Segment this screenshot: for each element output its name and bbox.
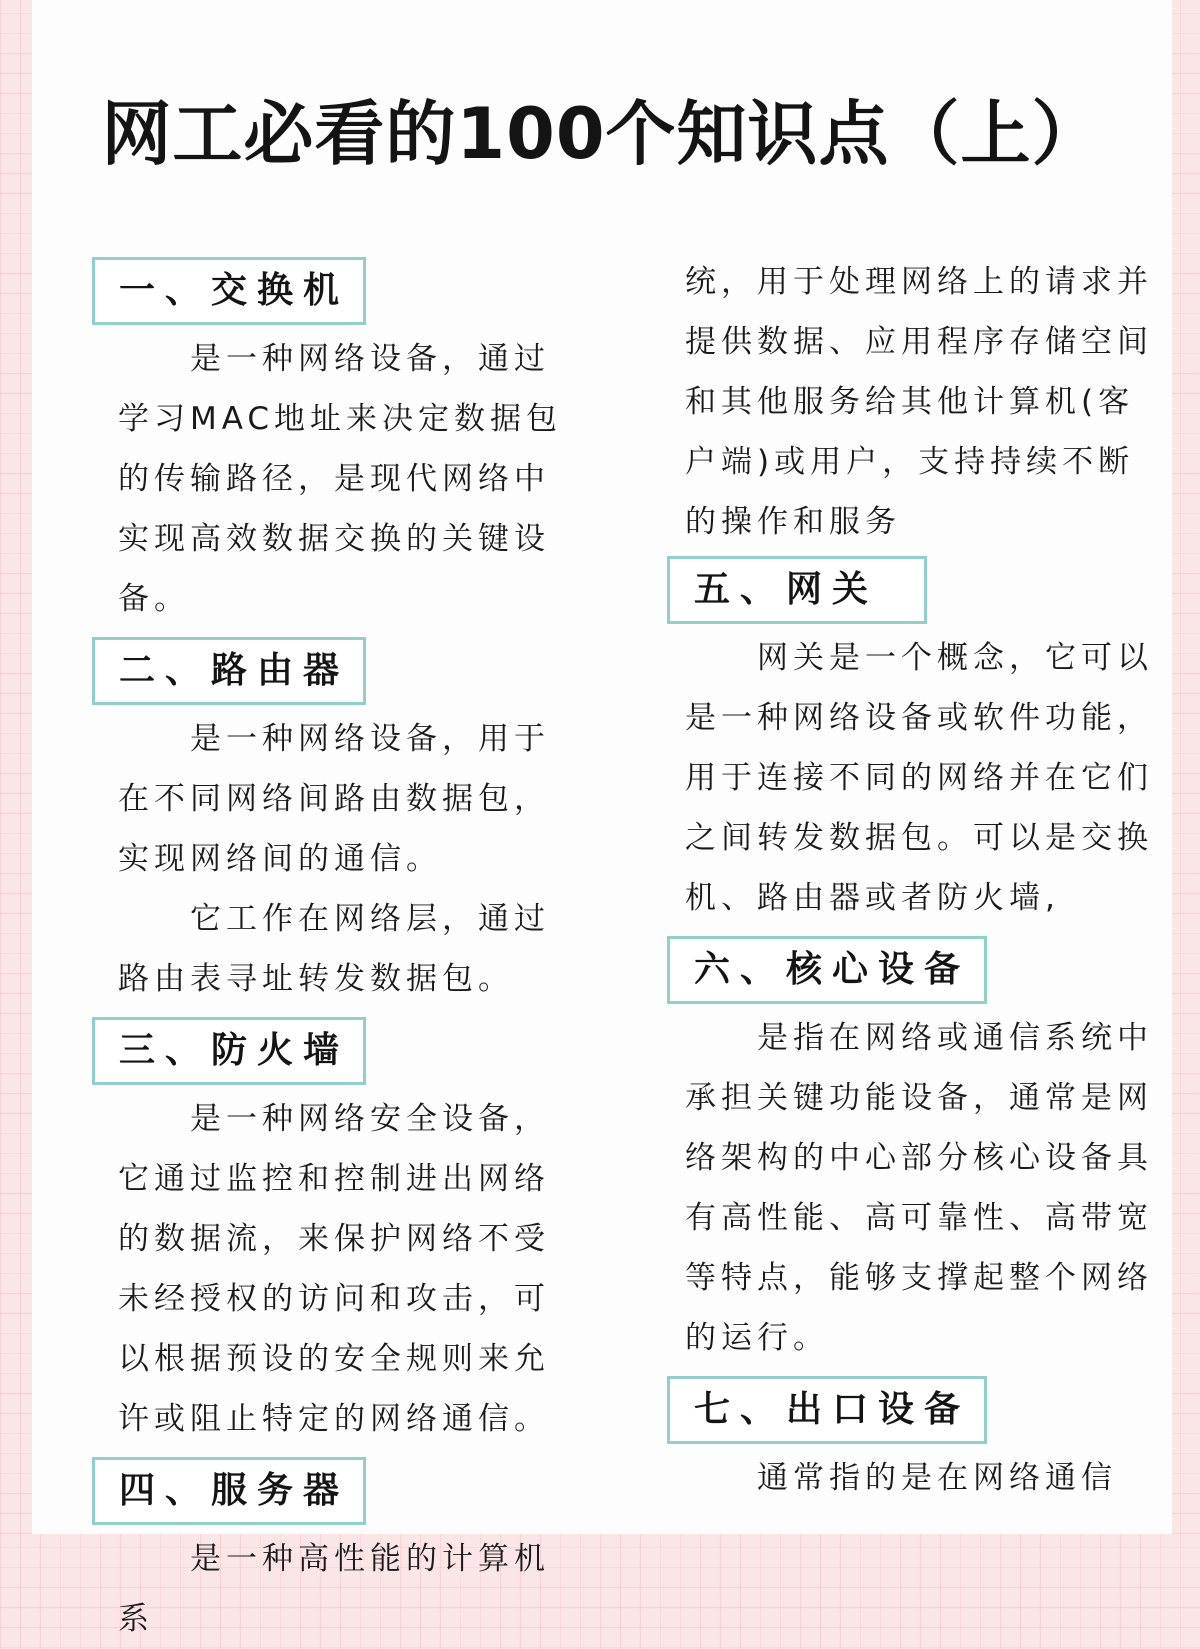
section-paragraph: 是指在网络或通信系统中承担关键功能设备，通常是网络架构的中心部分核心设备具有高性能、高可靠性、高带宽等特点，能够支撑起整个网络的运行。 — [685, 1020, 1153, 1356]
section-paragraph: 是一种网络设备，用于在不同网络间路由数据包，实现网络间的通信。 — [118, 721, 550, 877]
section-firewall — [92, 1017, 582, 1449]
section-heading: 二、路由器 — [92, 637, 366, 705]
section-paragraph: 它工作在网络层，通过路由表寻址转发数据包。 — [118, 901, 550, 997]
section-paragraph: 是一种高性能的计算机系 — [118, 1541, 550, 1637]
section-heading: 三、防火墙 — [92, 1017, 366, 1085]
section-core-device — [667, 936, 1157, 1368]
paper-sheet — [32, 0, 1172, 1637]
section-paragraph: 是一种网络设备，通过学习MAC地址来决定数据包的传输路径，是现代网络中实现高效数据交换的关键设备。 — [118, 341, 563, 617]
section-server — [92, 1457, 582, 1649]
left-column — [92, 257, 582, 1649]
section-paragraph: 通常指的是在网络通信 — [757, 1460, 1117, 1496]
section-heading: 七、出口设备 — [667, 1376, 987, 1444]
section-egress-device — [667, 1376, 1157, 1508]
right-column — [667, 252, 1157, 1508]
section-paragraph-continued: 统，用于处理网络上的请求并提供数据、应用程序存储空间和其他服务给其他计算机(客户端)或用户，支持持续不断的操作和服务 — [685, 264, 1153, 540]
section-heading: 六、核心设备 — [667, 936, 987, 1004]
section-heading: 四、服务器 — [92, 1457, 366, 1525]
section-paragraph: 网关是一个概念，它可以是一种网络设备或软件功能，用于连接不同的网络并在它们之间转发数据包。可以是交换机、路由器或者防火墙, — [685, 640, 1153, 916]
section-heading: 五、网关 — [667, 556, 927, 624]
section-heading: 一、交换机 — [92, 257, 366, 325]
section-switch — [92, 257, 582, 629]
section-paragraph: 是一种网络安全设备，它通过监控和控制进出网络的数据流，来保护网络不受未经授权的访问和攻击，可以根据预设的安全规则来允许或阻止特定的网络通信。 — [118, 1101, 550, 1437]
page-title: 网工必看的100个知识点（上） — [101, 93, 1103, 175]
section-gateway — [667, 556, 1157, 928]
section-router — [92, 637, 582, 1009]
